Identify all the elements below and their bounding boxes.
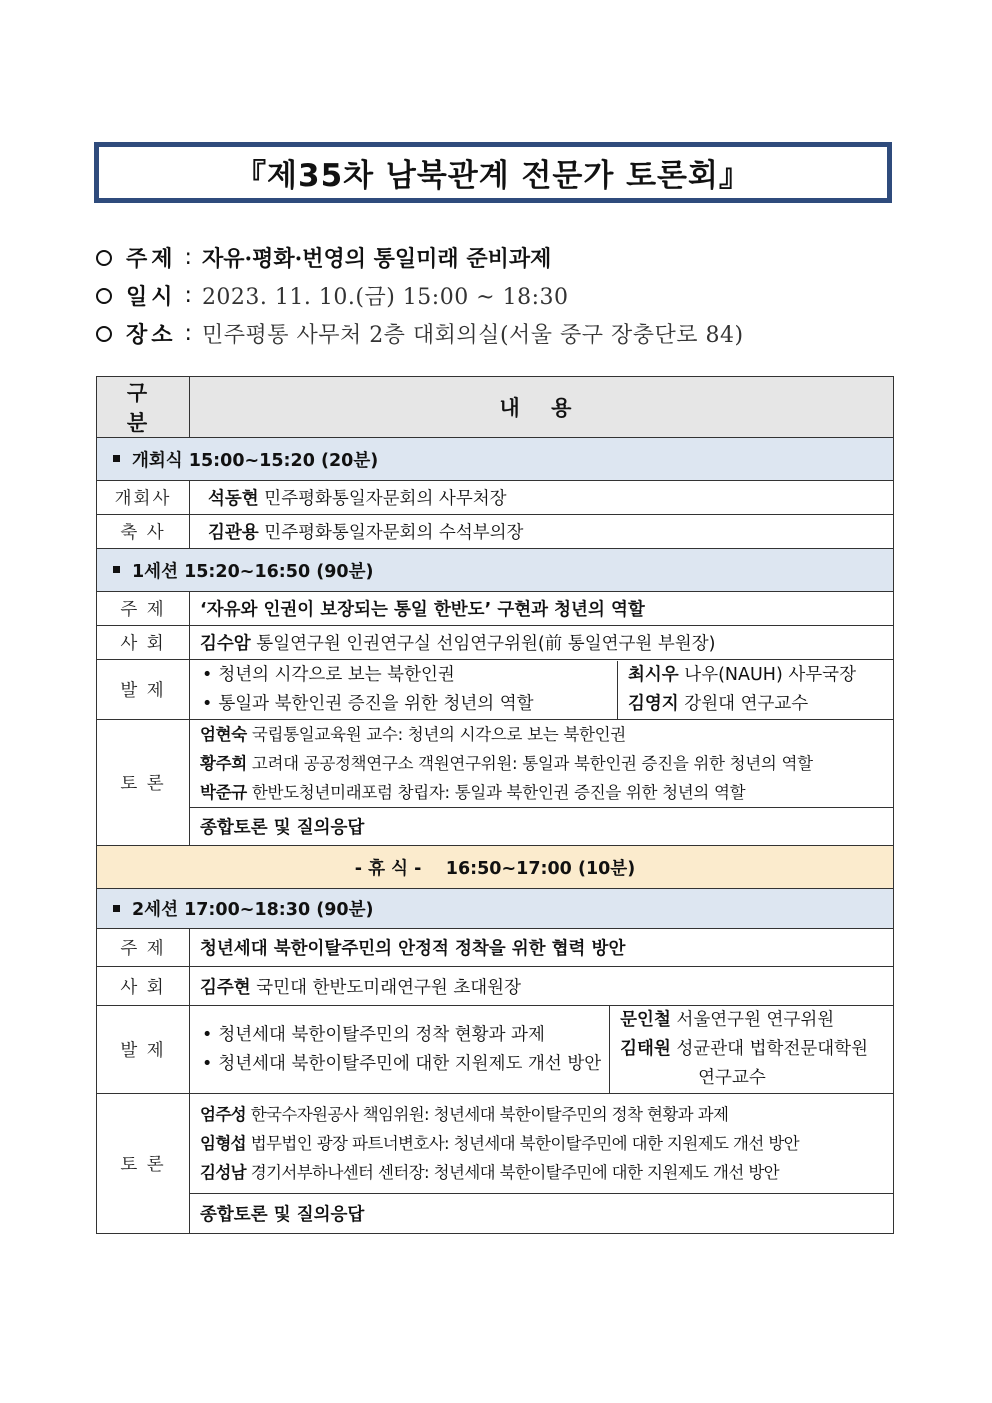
schedule-table [96, 376, 894, 1234]
discussant: 김성남 경기서부하나센터 센터장: 청년세대 북한이탈주민에 대한 지원제도 개선 방안 [200, 1163, 780, 1182]
opening-heading-text: 개회식 15:00~15:20 (20분) [132, 450, 379, 471]
square-bullet-icon [113, 566, 120, 573]
table-row [97, 1094, 894, 1194]
session1-section-row [97, 549, 894, 592]
session1-discussants [190, 720, 894, 808]
info-theme [96, 242, 551, 273]
discussant: 엄주성 한국수자원공사 책임위원: 청년세대 북한이탈주민의 정착 현황과 과제 [200, 1105, 729, 1124]
session2-heading-text: 2세션 17:00~18:30 (90분) [132, 900, 374, 920]
header-category: 구 분 [97, 377, 190, 438]
session2-presentations [190, 1006, 894, 1094]
row-content [190, 515, 894, 549]
row-label: 개회사 [97, 481, 190, 515]
session2-theme-text: 청년세대 북한이탈주민의 안정적 정착을 위한 협력 방안 [200, 939, 626, 959]
presentation-grid [190, 661, 893, 719]
table-row [97, 967, 894, 1006]
presentation-topic: • 청년의 시각으로 보는 북한인권 [202, 664, 455, 685]
circle-bullet-icon [96, 250, 112, 266]
presenter: 문인철 서울연구원 연구위원 [620, 1010, 835, 1030]
header-content: 내 용 [190, 377, 894, 438]
presenter: 김태원 성균관대 법학전문대학원 [620, 1039, 868, 1059]
colon: : [184, 245, 192, 270]
info-theme-value: 자유·평화·번영의 통일미래 준비과제 [201, 246, 552, 272]
discussant: 황주희 고려대 공공정책연구소 객원연구위원: 통일과 북한인권 증진을 위한 청년의 역할 [200, 754, 813, 773]
moderator-name: 김수암 [200, 634, 251, 654]
table-row [97, 808, 894, 846]
table-row [97, 626, 894, 660]
table-header-row [97, 377, 894, 438]
presentation-topics [190, 1006, 609, 1093]
page-title: 『제35차 남북관계 전문가 토론회』 [235, 158, 751, 194]
row-label: 사 회 [97, 967, 190, 1006]
table-row [97, 660, 894, 720]
info-date-value: 2023. 11. 10.(금) 15:00 ~ 18:30 [201, 285, 569, 310]
table-row [97, 1006, 894, 1094]
row-label: 발 제 [97, 660, 190, 720]
session1-general [190, 808, 894, 846]
row-content [190, 481, 894, 515]
session1-theme-text: ‘자유와 인권이 보장되는 통일 한반도’ 구현과 청년의 역할 [200, 600, 645, 620]
table-row [97, 720, 894, 808]
presentation-topic: • 청년세대 북한이탈주민의 정착 현황과 과제 [202, 1024, 545, 1045]
presenters [609, 1006, 893, 1093]
presentation-topics [190, 661, 617, 719]
discussant: 박준규 한반도청년미래포럼 창립자: 통일과 북한인권 증진을 위한 청년의 역할 [200, 783, 746, 802]
table-row [97, 515, 894, 549]
info-place-label: 장소 [126, 323, 177, 348]
session2-section-row [97, 889, 894, 929]
circle-bullet-icon [96, 288, 112, 304]
opening-section-row [97, 438, 894, 481]
presenters [617, 661, 893, 719]
session2-heading [97, 889, 894, 929]
session1-heading-text: 1세션 15:20~16:50 (90분) [132, 561, 374, 582]
moderator-desc: 국민대 한반도미래연구원 초대원장 [256, 977, 521, 998]
general-discussion-text: 종합토론 및 질의응답 [200, 1205, 365, 1225]
presentation-topic: • 청년세대 북한이탈주민에 대한 지원제도 개선 방안 [202, 1053, 602, 1074]
speaker-desc: 민주평화통일자문회의 사무처장 [264, 489, 507, 509]
circle-bullet-icon [96, 326, 112, 342]
row-label: 주 제 [97, 592, 190, 626]
square-bullet-icon [113, 905, 120, 912]
title-box [94, 142, 892, 203]
table-row [97, 929, 894, 967]
info-theme-label: 주제 [126, 247, 177, 272]
colon: : [184, 321, 192, 346]
row-label: 토 론 [97, 720, 190, 846]
session2-general [190, 1194, 894, 1234]
row-label: 사 회 [97, 626, 190, 660]
presentation-topic: • 통일과 북한인권 증진을 위한 청년의 역할 [202, 693, 534, 714]
row-label: 토 론 [97, 1094, 190, 1234]
session2-discussants [190, 1094, 894, 1194]
table-row [97, 1194, 894, 1234]
session1-theme [190, 592, 894, 626]
moderator-desc: 통일연구원 인권연구실 선임연구위원(前 통일연구원 부원장) [256, 634, 716, 654]
moderator-name: 김주현 [200, 977, 251, 998]
break-row [97, 846, 894, 889]
discussant: 임형섭 법무법인 광장 파트너변호사: 청년세대 북한이탈주민에 대한 지원제도 개선 방안 [200, 1134, 799, 1153]
speaker-desc: 민주평화통일자문회의 수석부의장 [264, 523, 524, 543]
discussant: 엄현숙 국립통일교육원 교수: 청년의 시각으로 보는 북한인권 [200, 725, 626, 744]
general-discussion-text: 종합토론 및 질의응답 [200, 818, 365, 838]
opening-heading [97, 438, 894, 481]
info-place [96, 318, 744, 349]
info-date [96, 280, 569, 311]
table-row [97, 592, 894, 626]
speaker-name: 석동현 [208, 489, 259, 509]
presenter: 김영지 강원대 연구교수 [628, 693, 809, 714]
info-place-value: 민주평통 사무처 2층 대회의실(서울 중구 장충단로 84) [201, 323, 744, 348]
row-label: 발 제 [97, 1006, 190, 1094]
session1-moderator [190, 626, 894, 660]
presenter-affil-cont: 연구교수 [698, 1068, 766, 1088]
break-text: - 휴 식 - 16:50~17:00 (10분) [97, 846, 894, 889]
table-row [97, 481, 894, 515]
presentation-grid [190, 1006, 893, 1093]
session2-theme [190, 929, 894, 967]
row-label: 주 제 [97, 929, 190, 967]
speaker-name: 김관용 [208, 523, 259, 543]
square-bullet-icon [113, 455, 120, 462]
session1-heading [97, 549, 894, 592]
presenter: 최시우 나우(NAUH) 사무국장 [628, 664, 856, 685]
row-label: 축 사 [97, 515, 190, 549]
session1-presentations [190, 660, 894, 720]
info-date-label: 일시 [126, 285, 177, 310]
session2-moderator [190, 967, 894, 1006]
colon: : [184, 283, 192, 308]
